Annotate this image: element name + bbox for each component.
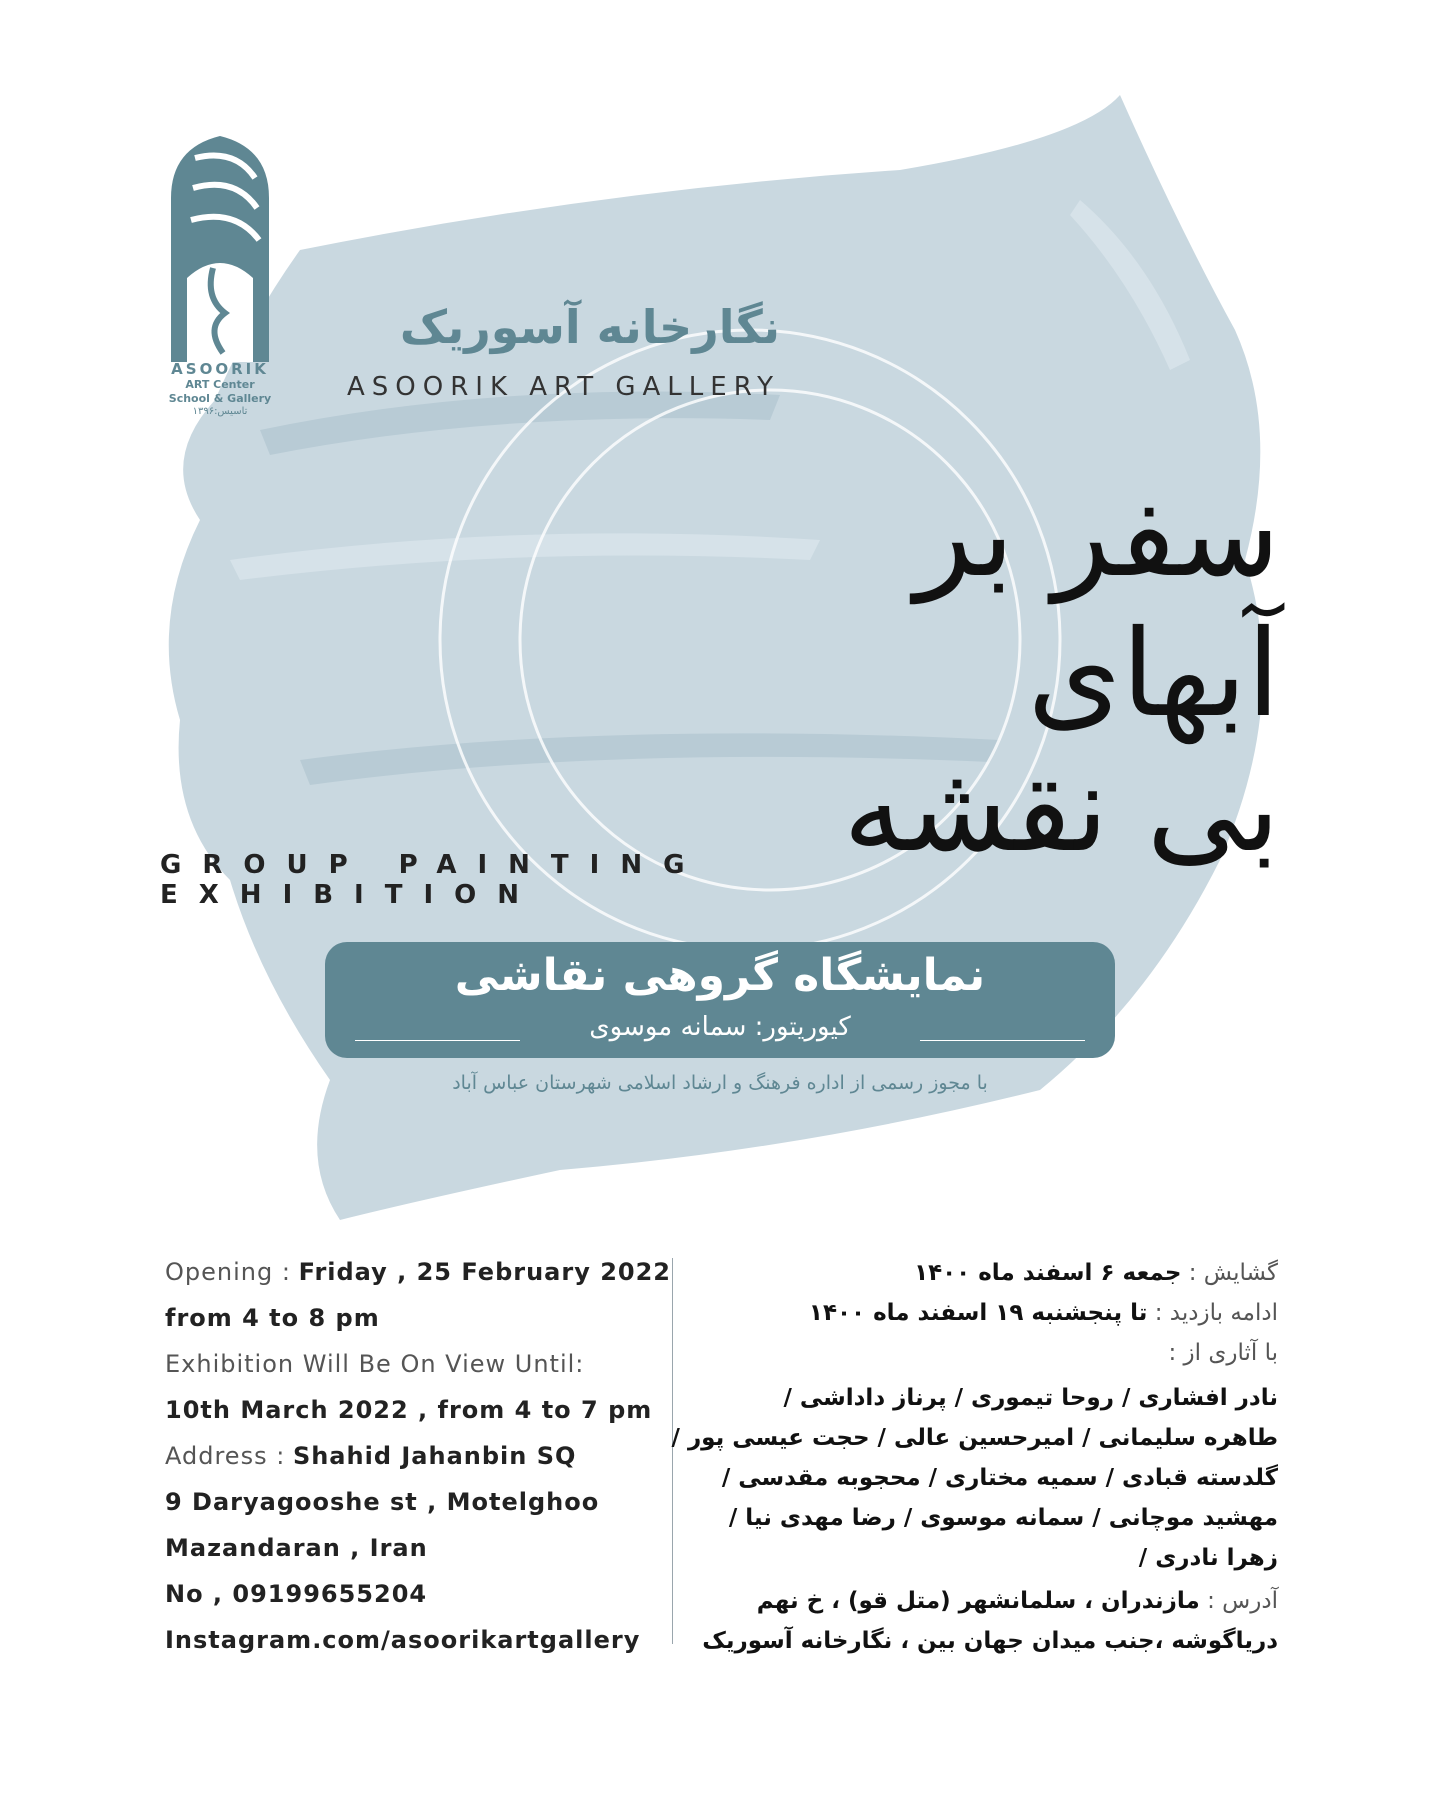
opening-value: Friday , 25 February 2022 [298,1258,671,1286]
logo-name: ASOORIK [171,360,269,378]
address-label: Address : [165,1442,286,1470]
fa-opening-row [658,1260,1278,1286]
fa-artists-line5: زهرا نادری / [1138,1545,1278,1571]
fa-artists-line2: طاهره سلیمانی / امیرحسین عالی / حجت عیسی پور / [671,1425,1278,1451]
gallery-name-fa: نگارخانه آسوریک [399,300,780,354]
phone-number: No , 09199655204 [165,1580,428,1608]
until-value: 10th March 2022 , from 4 to 7 pm [165,1396,653,1424]
fa-address-label: آدرس : [1207,1588,1278,1614]
opening-label: Opening : [165,1258,291,1286]
gallery-name-en: ASOORIK ART GALLERY [347,372,780,402]
fa-continue-value: تا پنجشنبه ۱۹ اسفند ماه ۱۴۰۰ [808,1300,1148,1326]
fa-artists-label: با آثاری از : [1168,1340,1278,1366]
title-line-1: سفر بر [914,465,1280,604]
fa-continue-label: ادامه بازدید : [1154,1300,1278,1326]
opening-hours: from 4 to 8 pm [165,1304,380,1332]
title-line-3: بی نقشه [842,740,1280,879]
title-line-2: آبهای [1027,605,1280,744]
banner-title: نمایشگاه گروهی نقاشی [454,950,986,1001]
permit-line: با مجوز رسمی از اداره فرهنگ و ارشاد اسلامی شهرستان عباس آباد [452,1072,988,1094]
logo-founded: تاسیس:۱۳۹۶ [192,406,248,417]
fa-continue-row [658,1300,1278,1326]
fa-address-row [658,1588,1278,1614]
curator-line: کیوریتور: سمانه موسوی [589,1012,851,1042]
fa-address-line2: دریاگوشه ،جنب میدان جهان بین ، نگارخانه آسوریک [702,1628,1278,1654]
address-row [165,1442,576,1470]
fa-opening-value: جمعه ۶ اسفند ماه ۱۴۰۰ [914,1260,1182,1286]
instagram-link[interactable]: Instagram.com/asoorikartgallery [165,1626,641,1654]
opening-row [165,1258,671,1286]
logo-line2: School & Gallery [168,392,272,405]
address-line2: 9 Daryagooshe st , Motelghoo [165,1488,600,1516]
fa-opening-label: گشایش : [1188,1260,1278,1286]
address-line3: Mazandaran , Iran [165,1534,428,1562]
exhibition-subtitle: GROUP PAINTING EXHIBITION [160,850,706,910]
address-line1: Shahid Jahanbin SQ [292,1442,577,1470]
until-label: Exhibition Will Be On View Until: [165,1350,585,1378]
fa-artists-line4: مهشید موچانی / سمانه موسوی / رضا مهدی نیا / [728,1505,1278,1531]
fa-artists-line3: گلدسته قبادی / سمیه مختاری / محجوبه مقدسی / [721,1465,1278,1491]
fa-artists-line1: نادر افشاری / روحا تیموری / پرناز داداشی / [783,1385,1278,1411]
logo-line1: ART Center [185,378,255,391]
asoorik-calligraphy-logo-icon [165,128,275,364]
fa-address-value: مازندران ، سلمانشهر (متل قو) ، خ نهم [756,1588,1200,1614]
